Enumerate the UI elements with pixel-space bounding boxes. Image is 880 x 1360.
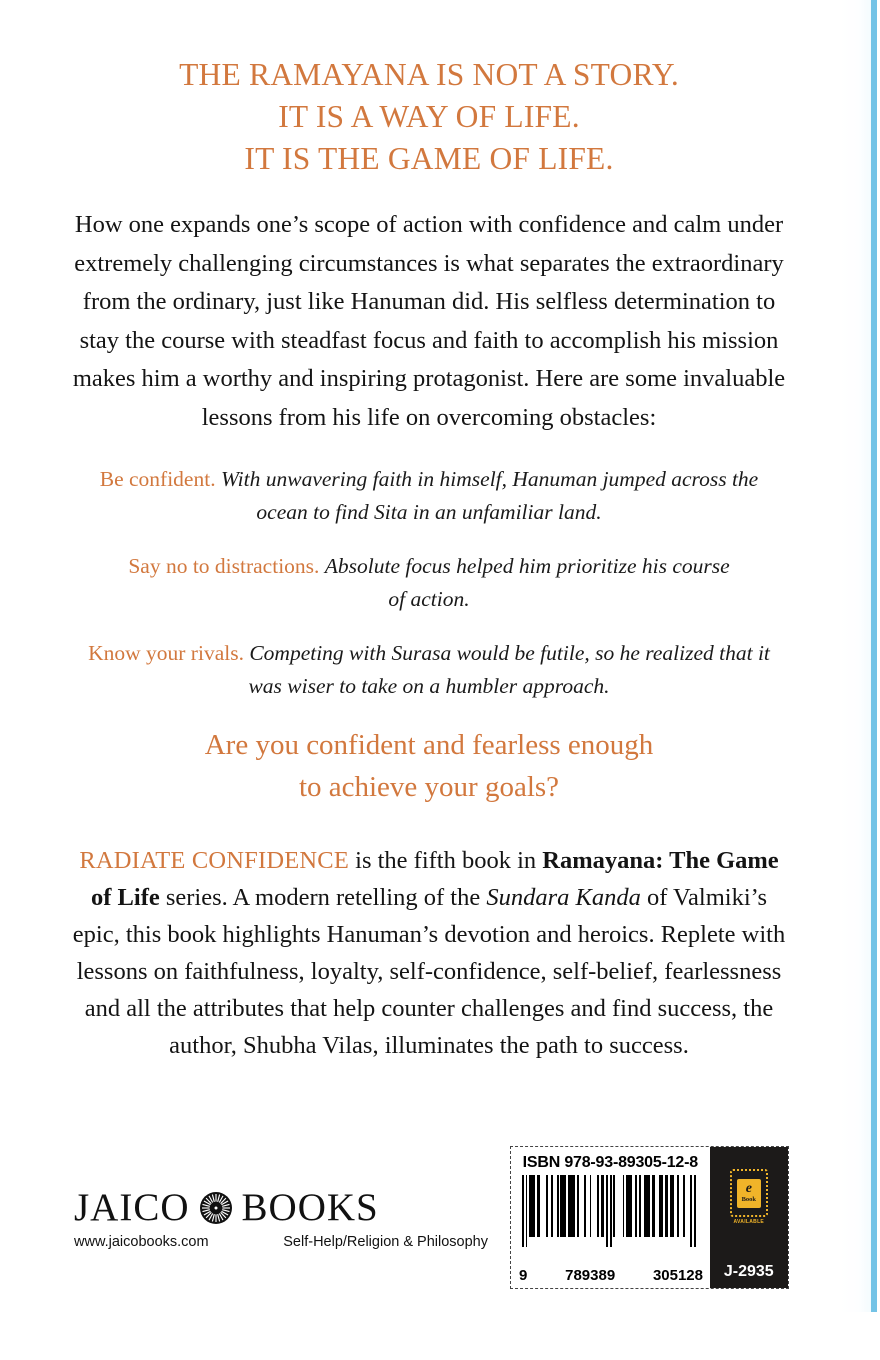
publisher-logo <box>74 1188 494 1227</box>
barcode-bars <box>519 1175 702 1247</box>
ebook-available-icon <box>730 1169 768 1217</box>
headline-line-3: IT IS THE GAME OF LIFE. <box>244 141 614 176</box>
isbn-barcode-block <box>510 1146 789 1289</box>
right-edge-blue-stripe <box>871 0 877 1312</box>
question-line-1: Are you confident and fearless enough <box>204 729 654 761</box>
lesson-lead: Say no to distractions. <box>128 554 320 578</box>
lesson-lead: Be confident. <box>99 467 216 491</box>
ebook-available-label: AVAILABLE <box>733 1219 765 1225</box>
barcode-digits <box>519 1267 703 1284</box>
ebook-panel <box>710 1147 788 1288</box>
headline-line-1: THE RAMAYANA IS NOT A STORY. <box>179 57 679 92</box>
publisher-name-second: BOOKS <box>241 1186 379 1229</box>
publisher-meta <box>74 1234 488 1250</box>
intro-paragraph: How one expands one’s scope of action with confidence and calm under extremely challenging circumstances is what separates the extraordinary from the ordinary, just like Hanuman did. His selfless determination to stay the course with steadfast focus and faith to accomplish his mission makes him a worthy and inspiring protagonist. Here are some invaluable lessons from his life on overcoming obstacles: <box>72 211 786 431</box>
lesson-lead: Know your rivals. <box>88 641 244 665</box>
book-category: Self-Help/Religion & Philosophy <box>283 1234 488 1250</box>
ebook-letter: e <box>745 1181 752 1197</box>
lessons-list <box>68 463 790 703</box>
question-block <box>68 724 790 808</box>
catalog-code: J-2935 <box>723 1263 774 1280</box>
description-part-3: of Valmiki’s epic, this book highlights Hanuman’s devotion and heroics. Replete with lessons on faithfulness, loyalty, self-confidence, self-belief, fearlessness and all the attributes that help counter challenges and find success, the author, Shubha Vilas, illuminates the path to success. <box>72 884 786 1059</box>
headline-block <box>68 54 790 180</box>
lesson-body: Absolute focus helped him prioritize his course of action. <box>324 554 730 611</box>
cover-footer <box>0 1140 858 1360</box>
ebook-badge-inner <box>737 1179 761 1208</box>
description-part-1: is the fifth book in <box>349 847 543 874</box>
publisher-website[interactable]: www.jaicobooks.com <box>74 1234 209 1250</box>
description-part-2: series. A modern retelling of the <box>159 884 487 911</box>
barcode-digit-group-1: 9 <box>519 1267 528 1284</box>
series-name: Ramayana: The Game of Life <box>91 847 779 911</box>
source-work-name: Sundara Kanda <box>486 884 641 911</box>
barcode-digit-group-2: 789389 <box>565 1267 616 1284</box>
sunburst-wheel-icon <box>199 1191 233 1225</box>
lesson-item <box>68 550 790 616</box>
lesson-body: Competing with Surasa would be futile, so he realized that it was wiser to take on a humbler approach. <box>248 641 770 698</box>
book-title-caps: RADIATE CONFIDENCE <box>79 847 350 874</box>
publisher-name-first: JAICO <box>74 1186 190 1229</box>
lesson-item <box>68 637 790 703</box>
lesson-item <box>68 463 790 529</box>
description-paragraph <box>68 842 790 1064</box>
barcode-area <box>511 1147 710 1288</box>
ebook-word: Book <box>741 1196 757 1204</box>
isbn-label: ISBN 978-93-89305-12-8 <box>522 1154 698 1171</box>
headline-line-2: IT IS A WAY OF LIFE. <box>278 99 580 134</box>
question-line-2: to achieve your goals? <box>298 771 560 803</box>
barcode-digit-group-3: 305128 <box>652 1267 703 1284</box>
lesson-body: With unwavering faith in himself, Hanuman jumped across the ocean to find Sita in an unfamiliar land. <box>220 467 759 524</box>
publisher-block <box>74 1188 494 1250</box>
